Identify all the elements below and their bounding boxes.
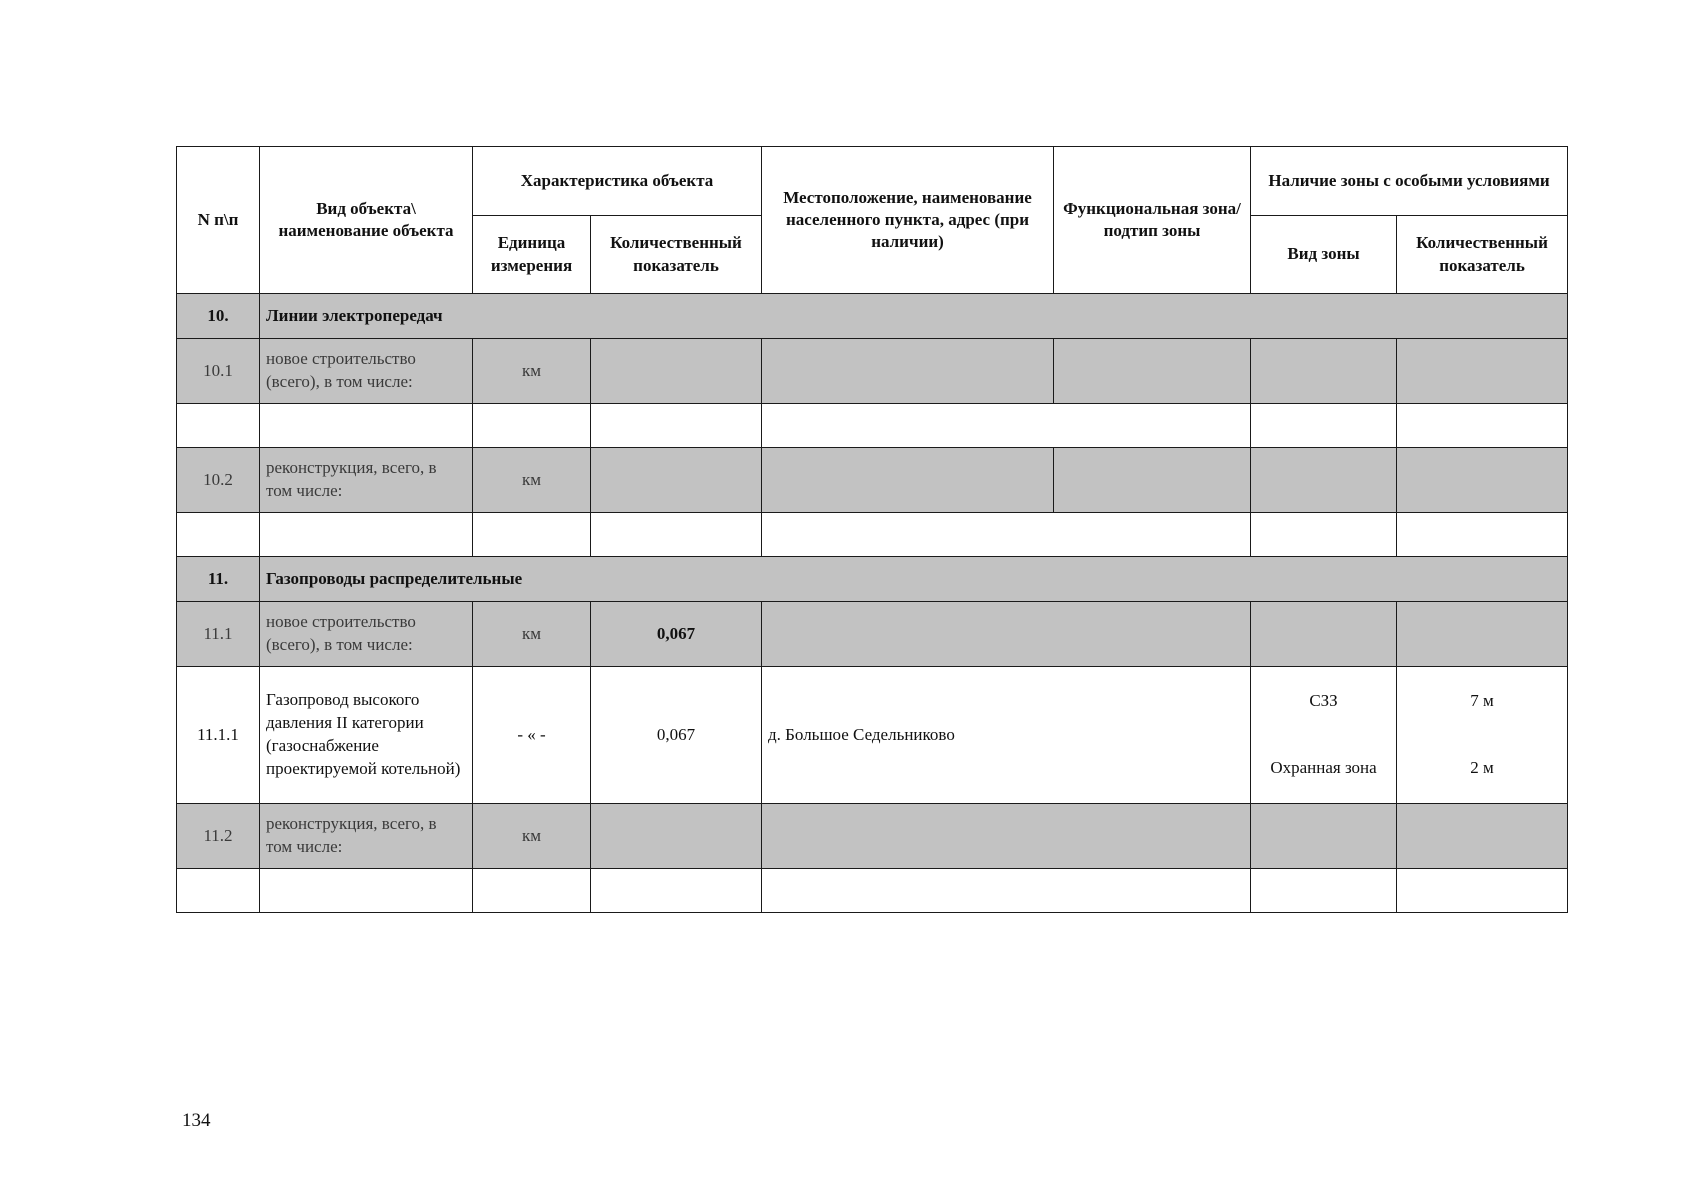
blank-cell (473, 869, 591, 913)
row-name: реконструкция, всего, в том числе: (260, 448, 473, 513)
row-func-zone (1054, 448, 1251, 513)
section-num: 10. (177, 294, 260, 339)
header-zone-quantity: Количественный показатель (1397, 216, 1568, 294)
row-zone-quantity (1397, 339, 1568, 404)
blank-cell (1251, 513, 1397, 557)
blank-cell (260, 404, 473, 448)
blank-cell (260, 513, 473, 557)
row-zone-quantity (1397, 667, 1568, 804)
row-zone-quantity (1397, 804, 1568, 869)
blank-cell (591, 513, 762, 557)
section-row (177, 557, 1568, 602)
blank-cell (762, 404, 1251, 448)
zone-value-label: 2 м (1470, 758, 1494, 778)
row-quantity (591, 339, 762, 404)
row-location (762, 804, 1251, 869)
row-num: 10.1 (177, 339, 260, 404)
table-row (177, 804, 1568, 869)
row-num: 11.1 (177, 602, 260, 667)
section-title: Газопроводы распределительные (260, 557, 1568, 602)
header-special-zone: Наличие зоны с особыми условиями (1251, 147, 1568, 216)
blank-cell (591, 404, 762, 448)
row-unit: км (473, 804, 591, 869)
table-row (177, 869, 1568, 913)
blank-cell (1397, 869, 1568, 913)
row-location (762, 339, 1054, 404)
table-row (177, 404, 1568, 448)
header-unit: Единица измерения (473, 216, 591, 294)
header-quantity: Количественный показатель (591, 216, 762, 294)
blank-cell (762, 513, 1251, 557)
row-name: Газопровод высокого давления II категории (газоснабжение проектируемой котельной) (260, 667, 473, 804)
header-characteristic: Характеристика объекта (473, 147, 762, 216)
table-row (177, 602, 1568, 667)
header-zone-type: Вид зоны (1251, 216, 1397, 294)
row-zone-quantity (1397, 448, 1568, 513)
blank-cell (473, 513, 591, 557)
blank-cell (1251, 404, 1397, 448)
row-name: новое строительство (всего), в том числе: (260, 339, 473, 404)
blank-cell (1251, 869, 1397, 913)
header-num: N п\п (177, 147, 260, 294)
blank-cell (177, 869, 260, 913)
row-zone-type (1251, 667, 1397, 804)
table-row (177, 339, 1568, 404)
row-location: д. Большое Седельниково (762, 667, 1251, 804)
row-unit: - « - (473, 667, 591, 804)
blank-cell (762, 869, 1251, 913)
zone-value-label: 7 м (1470, 691, 1494, 710)
zone-type-label: СЗЗ (1309, 691, 1338, 710)
row-location (762, 602, 1251, 667)
table-row (177, 448, 1568, 513)
row-num: 11.2 (177, 804, 260, 869)
section-row (177, 294, 1568, 339)
section-num: 11. (177, 557, 260, 602)
row-quantity: 0,067 (591, 602, 762, 667)
blank-cell (591, 869, 762, 913)
header-object-type: Вид объекта\ наименование объекта (260, 147, 473, 294)
row-quantity (591, 804, 762, 869)
row-zone-quantity (1397, 602, 1568, 667)
blank-cell (177, 513, 260, 557)
row-name: реконструкция, всего, в том числе: (260, 804, 473, 869)
row-zone-type (1251, 448, 1397, 513)
blank-cell (260, 869, 473, 913)
row-unit: км (473, 448, 591, 513)
header-functional-zone: Функциональная зона/ подтип зоны (1054, 147, 1251, 294)
row-unit: км (473, 339, 591, 404)
row-name: новое строительство (всего), в том числе: (260, 602, 473, 667)
blank-cell (1397, 404, 1568, 448)
header-location: Местоположение, наименование населенного пункта, адрес (при наличии) (762, 147, 1054, 294)
row-zone-type (1251, 602, 1397, 667)
row-unit: км (473, 602, 591, 667)
row-num: 10.2 (177, 448, 260, 513)
row-num: 11.1.1 (177, 667, 260, 804)
table-row (177, 667, 1568, 804)
page-number: 134 (182, 1110, 211, 1131)
blank-cell (177, 404, 260, 448)
table-row (177, 513, 1568, 557)
blank-cell (1397, 513, 1568, 557)
section-title: Линии электропередач (260, 294, 1568, 339)
row-func-zone (1054, 339, 1251, 404)
blank-cell (473, 404, 591, 448)
row-quantity (591, 448, 762, 513)
zone-type-label: Охранная зона (1270, 758, 1377, 778)
row-zone-type (1251, 339, 1397, 404)
objects-table (176, 146, 1568, 913)
row-zone-type (1251, 804, 1397, 869)
row-location (762, 448, 1054, 513)
row-quantity: 0,067 (591, 667, 762, 804)
